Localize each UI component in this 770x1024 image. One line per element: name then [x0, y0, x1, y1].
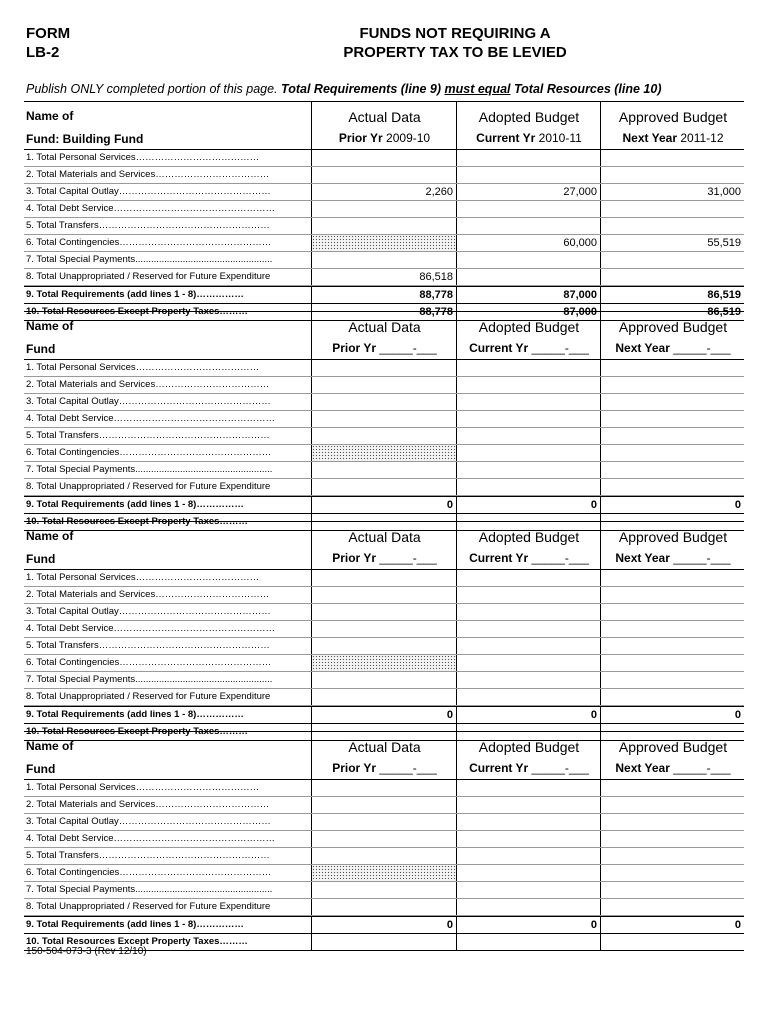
- amount-cell[interactable]: 0: [456, 497, 600, 513]
- amount-cell[interactable]: 86,519: [600, 287, 744, 303]
- table-row: [24, 604, 744, 621]
- period-label: Prior Yr: [338, 131, 383, 145]
- column-period: [601, 131, 745, 145]
- amount-cell[interactable]: [600, 780, 744, 796]
- line-item-label: 9. Total Requirements (add lines 1 - 8)……………: [26, 289, 244, 300]
- amount-cell[interactable]: [311, 672, 456, 688]
- amount-cell[interactable]: 55,519: [600, 235, 744, 251]
- amount-cell[interactable]: 0: [311, 707, 456, 723]
- amount-cell[interactable]: [600, 167, 744, 183]
- period-years[interactable]: _____-___: [673, 551, 731, 565]
- period-label: Current Yr: [469, 551, 529, 565]
- amount-cell[interactable]: 86,519: [600, 304, 744, 320]
- amount-cell[interactable]: [456, 934, 600, 950]
- amount-cell[interactable]: [600, 377, 744, 393]
- amount-cell[interactable]: [600, 218, 744, 234]
- amount-cell[interactable]: 0: [311, 497, 456, 513]
- column-period: [457, 551, 601, 565]
- actual-data-column-header: [311, 102, 457, 149]
- fund-section: [24, 731, 744, 951]
- amount-cell[interactable]: [600, 899, 744, 915]
- table-row: [24, 286, 744, 304]
- amount-cell[interactable]: [456, 899, 600, 915]
- amount-cell[interactable]: [311, 479, 456, 495]
- table-row: [24, 428, 744, 445]
- amount-cell[interactable]: 87,000: [456, 287, 600, 303]
- fund-section: [24, 311, 744, 531]
- amount-cell[interactable]: [311, 218, 456, 234]
- amount-cell[interactable]: [456, 377, 600, 393]
- column-title: Approved Budget: [618, 319, 728, 335]
- amount-cell[interactable]: [456, 462, 600, 478]
- table-row: [24, 377, 744, 394]
- fund-name-field[interactable]: Fund: [26, 552, 56, 566]
- period-years[interactable]: _____-___: [379, 551, 437, 565]
- period-years[interactable]: 2011-12: [680, 131, 724, 145]
- period-label: Next Year: [622, 131, 677, 145]
- amount-cell[interactable]: [311, 780, 456, 796]
- column-title: Actual Data: [348, 529, 421, 545]
- line-item-label: 4. Total Debt Service……………………………………………: [26, 203, 275, 214]
- amount-cell[interactable]: 0: [600, 707, 744, 723]
- amount-cell[interactable]: [311, 428, 456, 444]
- period-years[interactable]: _____-___: [673, 761, 731, 775]
- amount-cell[interactable]: [600, 570, 744, 586]
- table-row: [24, 201, 744, 218]
- table-row: [24, 269, 744, 286]
- line-item-label: 1. Total Personal Services…………………………………: [26, 362, 260, 373]
- column-title: Adopted Budget: [478, 109, 580, 125]
- actual-data-column-header: [311, 522, 457, 569]
- line-item-label: 6. Total Contingencies…………………………………………: [26, 447, 272, 458]
- actual-data-column-header: [311, 312, 457, 359]
- amount-cell[interactable]: [311, 797, 456, 813]
- amount-cell[interactable]: [456, 360, 600, 376]
- period-label: Prior Yr: [332, 761, 377, 775]
- amount-cell[interactable]: [311, 394, 456, 410]
- table-row: [24, 899, 744, 916]
- line-item-label: 7. Total Special Payments....................................................: [26, 674, 273, 685]
- line-item-label: 4. Total Debt Service……………………………………………: [26, 623, 275, 634]
- amount-cell[interactable]: [311, 638, 456, 654]
- column-period: [601, 551, 745, 565]
- line-item-label: 9. Total Requirements (add lines 1 - 8)……………: [26, 709, 244, 720]
- line-item-label: 2. Total Materials and Services………………………………: [26, 379, 270, 390]
- column-title: Adopted Budget: [478, 739, 580, 755]
- amount-cell[interactable]: [311, 604, 456, 620]
- amount-cell[interactable]: [456, 167, 600, 183]
- line-item-label: 7. Total Special Payments....................................................: [26, 254, 273, 265]
- line-item-label: 5. Total Transfers………………………………………………: [26, 430, 270, 441]
- amount-cell[interactable]: [600, 621, 744, 637]
- amount-cell[interactable]: [311, 462, 456, 478]
- column-period: [312, 341, 457, 355]
- name-of-label: Name of: [26, 529, 74, 543]
- column-title: Actual Data: [348, 319, 421, 335]
- line-item-label: 3. Total Capital Outlay…………………………………………: [26, 186, 271, 197]
- amount-cell[interactable]: [600, 479, 744, 495]
- line-item-label: 7. Total Special Payments....................................................: [26, 464, 273, 475]
- table-row: [24, 570, 744, 587]
- amount-cell[interactable]: [600, 689, 744, 705]
- amount-cell[interactable]: [600, 201, 744, 217]
- amount-cell[interactable]: [600, 150, 744, 166]
- amount-cell[interactable]: [311, 899, 456, 915]
- table-row: [24, 167, 744, 184]
- note-part4: Total Resources (line 10): [514, 82, 662, 96]
- table-row: [24, 706, 744, 724]
- adopted-budget-column-header: [456, 522, 601, 569]
- table-row: [24, 479, 744, 496]
- amount-cell[interactable]: 0: [600, 917, 744, 933]
- shaded-cell: [311, 235, 456, 251]
- table-row: [24, 252, 744, 269]
- table-row: [24, 638, 744, 655]
- line-item-label: 4. Total Debt Service……………………………………………: [26, 833, 275, 844]
- amount-cell[interactable]: 60,000: [456, 235, 600, 251]
- table-row: [24, 150, 744, 167]
- amount-cell[interactable]: [456, 814, 600, 830]
- line-item-label: 10. Total Resources Except Property Taxes………: [26, 936, 248, 947]
- table-row: [24, 672, 744, 689]
- table-row: [24, 814, 744, 831]
- line-item-label: 6. Total Contingencies…………………………………………: [26, 657, 272, 668]
- table-row: [24, 797, 744, 814]
- amount-cell[interactable]: [456, 780, 600, 796]
- line-item-label: 5. Total Transfers………………………………………………: [26, 640, 270, 651]
- line-item-label: 5. Total Transfers………………………………………………: [26, 850, 270, 861]
- amount-cell[interactable]: 0: [456, 707, 600, 723]
- period-label: Next Year: [615, 551, 670, 565]
- table-row: [24, 587, 744, 604]
- amount-cell[interactable]: [600, 604, 744, 620]
- amount-cell[interactable]: [456, 689, 600, 705]
- amount-cell[interactable]: [456, 865, 600, 881]
- line-item-label: 2. Total Materials and Services………………………………: [26, 799, 270, 810]
- adopted-budget-column-header: [456, 312, 601, 359]
- amount-cell[interactable]: 2,260: [311, 184, 456, 200]
- amount-cell[interactable]: [600, 655, 744, 671]
- amount-cell[interactable]: [456, 218, 600, 234]
- line-item-label: 8. Total Unappropriated / Reserved for Future Expenditure: [26, 481, 271, 492]
- amount-cell[interactable]: [456, 831, 600, 847]
- fund-name-field[interactable]: Fund: [26, 762, 56, 776]
- amount-cell[interactable]: [456, 882, 600, 898]
- column-period: [312, 131, 457, 145]
- actual-data-column-header: [311, 732, 457, 779]
- table-row: [24, 621, 744, 638]
- fund-section-header: [24, 521, 744, 570]
- column-title: Approved Budget: [618, 529, 728, 545]
- amount-cell[interactable]: 27,000: [456, 184, 600, 200]
- amount-cell[interactable]: [456, 621, 600, 637]
- adopted-budget-column-header: [456, 732, 601, 779]
- line-item-label: 3. Total Capital Outlay…………………………………………: [26, 606, 271, 617]
- period-years[interactable]: 2010-11: [538, 131, 582, 145]
- table-row: [24, 831, 744, 848]
- period-years[interactable]: _____-___: [531, 551, 589, 565]
- form-revision: 150-504-073-3 (Rev 12/10): [26, 946, 147, 957]
- amount-cell[interactable]: 0: [600, 497, 744, 513]
- amount-cell[interactable]: [600, 831, 744, 847]
- amount-cell[interactable]: [456, 797, 600, 813]
- amount-cell[interactable]: [600, 848, 744, 864]
- table-row: [24, 655, 744, 672]
- period-years[interactable]: _____-___: [531, 761, 589, 775]
- amount-cell[interactable]: [311, 882, 456, 898]
- amount-cell[interactable]: [311, 150, 456, 166]
- period-label: Next Year: [615, 761, 670, 775]
- amount-cell[interactable]: [600, 411, 744, 427]
- column-title: Actual Data: [348, 109, 421, 125]
- table-row: [24, 394, 744, 411]
- line-item-label: 9. Total Requirements (add lines 1 - 8)……………: [26, 919, 244, 930]
- amount-cell[interactable]: [600, 428, 744, 444]
- column-period: [312, 551, 457, 565]
- amount-cell[interactable]: [311, 411, 456, 427]
- amount-cell[interactable]: 0: [311, 917, 456, 933]
- line-item-label: 6. Total Contingencies…………………………………………: [26, 237, 272, 248]
- period-label: Next Year: [615, 341, 670, 355]
- name-of-label: Name of: [26, 319, 74, 333]
- line-item-label: 10. Total Resources Except Property Taxes………: [26, 306, 248, 317]
- line-item-label: 4. Total Debt Service……………………………………………: [26, 413, 275, 424]
- amount-cell[interactable]: [311, 252, 456, 268]
- amount-cell[interactable]: [456, 655, 600, 671]
- column-period: [312, 761, 457, 775]
- line-item-label: 2. Total Materials and Services………………………………: [26, 169, 270, 180]
- period-label: Current Yr: [469, 761, 529, 775]
- line-item-label: 2. Total Materials and Services………………………………: [26, 589, 270, 600]
- name-of-label: Name of: [26, 739, 74, 753]
- column-title: Approved Budget: [618, 739, 728, 755]
- amount-cell[interactable]: [311, 689, 456, 705]
- amount-cell[interactable]: [311, 934, 456, 950]
- period-years[interactable]: _____-___: [379, 341, 437, 355]
- amount-cell[interactable]: [600, 587, 744, 603]
- amount-cell[interactable]: [311, 621, 456, 637]
- form-id: LB-2: [26, 44, 60, 61]
- amount-cell[interactable]: [456, 587, 600, 603]
- line-item-label: 1. Total Personal Services…………………………………: [26, 782, 260, 793]
- period-label: Current Yr: [469, 341, 529, 355]
- fund-section: [24, 101, 744, 321]
- amount-cell[interactable]: 88,778: [311, 287, 456, 303]
- column-period: [457, 341, 601, 355]
- table-row: [24, 780, 744, 797]
- amount-cell[interactable]: [456, 604, 600, 620]
- form-title-line1: FUNDS NOT REQUIRING A: [359, 25, 551, 42]
- table-row: [24, 184, 744, 201]
- line-item-label: 10. Total Resources Except Property Taxes………: [26, 516, 248, 527]
- line-item-label: 9. Total Requirements (add lines 1 - 8)……………: [26, 499, 244, 510]
- amount-cell[interactable]: [600, 882, 744, 898]
- period-years[interactable]: 2009-10: [386, 131, 431, 145]
- amount-cell[interactable]: 31,000: [600, 184, 744, 200]
- amount-cell[interactable]: [600, 797, 744, 813]
- period-years[interactable]: _____-___: [531, 341, 589, 355]
- table-row: [24, 462, 744, 479]
- fund-section: [24, 521, 744, 741]
- amount-cell[interactable]: [311, 831, 456, 847]
- line-item-label: 8. Total Unappropriated / Reserved for Future Expenditure: [26, 901, 271, 912]
- table-row: [24, 218, 744, 235]
- amount-cell[interactable]: [456, 394, 600, 410]
- amount-cell[interactable]: [600, 814, 744, 830]
- amount-cell[interactable]: [600, 672, 744, 688]
- amount-cell[interactable]: [456, 252, 600, 268]
- column-title: Adopted Budget: [478, 319, 580, 335]
- shaded-cell: [311, 865, 456, 881]
- amount-cell[interactable]: 87,000: [456, 304, 600, 320]
- table-row: [24, 916, 744, 934]
- amount-cell[interactable]: [600, 252, 744, 268]
- column-period: [601, 761, 745, 775]
- line-item-label: 5. Total Transfers………………………………………………: [26, 220, 270, 231]
- amount-cell[interactable]: [456, 201, 600, 217]
- amount-cell[interactable]: [600, 445, 744, 461]
- note-part2: Total Requirements (line 9): [281, 82, 442, 96]
- adopted-budget-column-header: [456, 102, 601, 149]
- shaded-cell: [311, 445, 456, 461]
- amount-cell[interactable]: [600, 865, 744, 881]
- amount-cell[interactable]: 88,778: [311, 304, 456, 320]
- amount-cell[interactable]: [456, 428, 600, 444]
- period-label: Current Yr: [476, 131, 536, 145]
- line-item-label: 1. Total Personal Services…………………………………: [26, 152, 260, 163]
- period-years[interactable]: _____-___: [673, 341, 731, 355]
- amount-cell[interactable]: 0: [456, 917, 600, 933]
- line-item-label: 8. Total Unappropriated / Reserved for Future Expenditure: [26, 271, 271, 282]
- amount-cell[interactable]: [456, 445, 600, 461]
- amount-cell[interactable]: [311, 201, 456, 217]
- note-part3: must equal: [444, 82, 511, 96]
- amount-cell[interactable]: [600, 269, 744, 285]
- column-period: [601, 341, 745, 355]
- line-item-label: 6. Total Contingencies…………………………………………: [26, 867, 272, 878]
- table-row: [24, 235, 744, 252]
- amount-cell[interactable]: [311, 814, 456, 830]
- column-period: [457, 131, 601, 145]
- amount-cell[interactable]: [600, 638, 744, 654]
- amount-cell[interactable]: [311, 360, 456, 376]
- fund-name-field[interactable]: Fund: [26, 342, 56, 356]
- line-item-label: 3. Total Capital Outlay…………………………………………: [26, 816, 271, 827]
- line-item-label: 3. Total Capital Outlay…………………………………………: [26, 396, 271, 407]
- amount-cell[interactable]: [311, 377, 456, 393]
- amount-cell[interactable]: [311, 587, 456, 603]
- table-row: [24, 689, 744, 706]
- form-id-block: [26, 24, 70, 62]
- amount-cell[interactable]: [456, 150, 600, 166]
- shaded-cell: [311, 655, 456, 671]
- approved-budget-column-header: [600, 522, 745, 569]
- table-row: [24, 882, 744, 899]
- table-row: [24, 496, 744, 514]
- column-period: [457, 761, 601, 775]
- amount-cell[interactable]: [600, 394, 744, 410]
- amount-cell[interactable]: [456, 672, 600, 688]
- amount-cell[interactable]: [456, 479, 600, 495]
- column-title: Approved Budget: [618, 109, 728, 125]
- period-label: Prior Yr: [332, 341, 377, 355]
- table-row: [24, 865, 744, 882]
- fund-section-header: [24, 311, 744, 360]
- note-part1: Publish ONLY completed portion of this page.: [26, 82, 278, 96]
- form-title-line2: PROPERTY TAX TO BE LEVIED: [343, 44, 567, 61]
- table-row: [24, 445, 744, 462]
- table-row: [24, 848, 744, 865]
- publish-note: [26, 82, 662, 96]
- amount-cell[interactable]: 86,518: [311, 269, 456, 285]
- line-item-label: 7. Total Special Payments....................................................: [26, 884, 273, 895]
- amount-cell[interactable]: [456, 411, 600, 427]
- approved-budget-column-header: [600, 102, 745, 149]
- line-item-label: 10. Total Resources Except Property Taxes………: [26, 726, 248, 737]
- line-item-label: 1. Total Personal Services…………………………………: [26, 572, 260, 583]
- amount-cell[interactable]: [600, 360, 744, 376]
- line-item-label: 8. Total Unappropriated / Reserved for Future Expenditure: [26, 691, 271, 702]
- table-row: [24, 360, 744, 377]
- amount-cell[interactable]: [456, 269, 600, 285]
- amount-cell[interactable]: [600, 462, 744, 478]
- amount-cell[interactable]: [311, 848, 456, 864]
- amount-cell[interactable]: [456, 638, 600, 654]
- period-years[interactable]: _____-___: [379, 761, 437, 775]
- column-title: Adopted Budget: [478, 529, 580, 545]
- fund-section-header: [24, 101, 744, 150]
- amount-cell[interactable]: [311, 167, 456, 183]
- amount-cell[interactable]: [456, 848, 600, 864]
- table-row: [24, 411, 744, 428]
- form-title: [290, 24, 620, 62]
- approved-budget-column-header: [600, 312, 745, 359]
- amount-cell[interactable]: [456, 570, 600, 586]
- amount-cell[interactable]: [600, 934, 744, 950]
- amount-cell[interactable]: [311, 570, 456, 586]
- fund-section-header: [24, 731, 744, 780]
- form-label: FORM: [26, 25, 71, 42]
- fund-name-field[interactable]: Fund: Building Fund: [26, 132, 144, 146]
- period-label: Prior Yr: [332, 551, 377, 565]
- approved-budget-column-header: [600, 732, 745, 779]
- name-of-label: Name of: [26, 109, 74, 123]
- column-title: Actual Data: [348, 739, 421, 755]
